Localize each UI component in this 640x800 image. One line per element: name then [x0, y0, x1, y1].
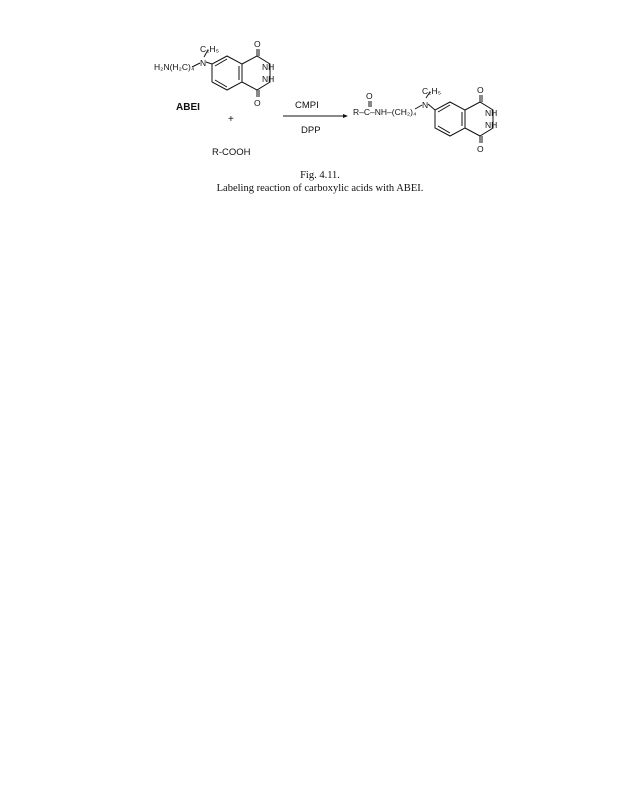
abei-carbonyl-bottom-label: O	[254, 98, 261, 108]
product-amine-n-label: N	[422, 100, 429, 110]
reaction-arrow	[283, 114, 348, 118]
abei-structure	[154, 39, 274, 108]
abei-nh-top-label: NH	[262, 62, 275, 72]
reaction-scheme	[140, 36, 500, 161]
carboxylic-acid-label: R-COOH	[212, 147, 251, 158]
plus-sign: +	[228, 114, 234, 125]
condition-above-arrow: CMPI	[295, 100, 319, 111]
product-carbonyl-top-label: O	[477, 85, 484, 95]
product-ethyl-label: C₂H₅	[422, 86, 442, 96]
abei-chain-label: H₂N(H₂C)₄	[154, 62, 195, 72]
figure-caption: Labeling reaction of carboxylic acids with ABEI.	[216, 183, 424, 194]
reagent-name-abei: ABEI	[176, 102, 200, 113]
abei-ethyl-label: C₂H₅	[200, 44, 220, 54]
product-nh-top-label: NH	[485, 108, 498, 118]
figure-number: Fig. 4.11.	[300, 170, 340, 181]
product-structure	[353, 85, 497, 154]
abei-nh-bottom-label: NH	[262, 74, 275, 84]
product-chain-label: R–C–NH–(CH₂)₄	[353, 107, 417, 117]
product-carbonyl-bottom-label: O	[477, 144, 484, 154]
abei-carbonyl-top-label: O	[254, 39, 261, 49]
abei-amine-n-label: N	[200, 58, 207, 68]
product-nh-bottom-label: NH	[485, 120, 498, 130]
condition-below-arrow: DPP	[301, 125, 321, 136]
product-acyl-oxygen-label: O	[366, 91, 373, 101]
